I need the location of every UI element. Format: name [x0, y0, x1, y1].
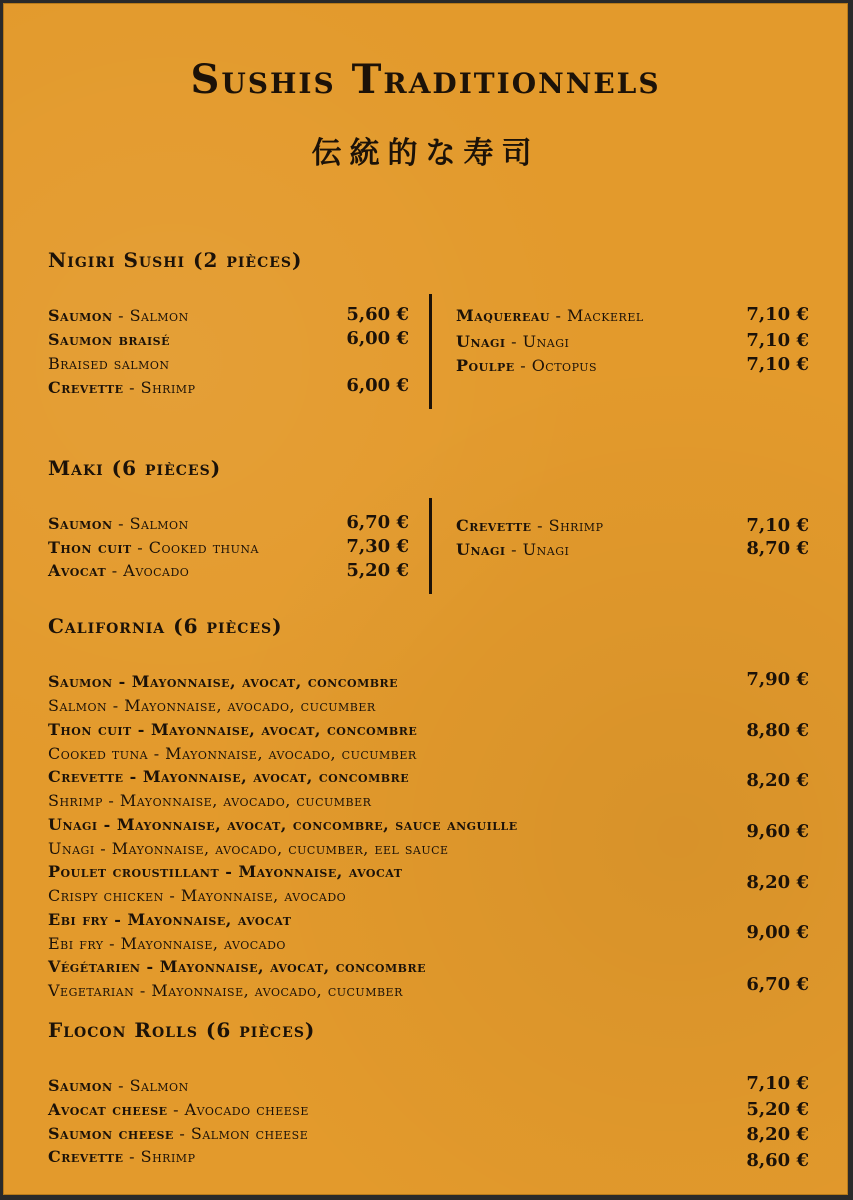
maki-item: Unagi - Unagi	[456, 540, 570, 559]
maki-price: 7,30 €	[346, 536, 409, 557]
nigiri-item: Maquereau - Mackerel	[456, 306, 644, 325]
flocon-item: Crevette - Shrimp	[48, 1147, 196, 1166]
maki-price: 6,70 €	[346, 512, 409, 533]
nigiri-price: 6,00 €	[346, 328, 409, 349]
page-subtitle-japanese: 伝統的な寿司	[311, 136, 540, 171]
california-price: 9,60 €	[746, 821, 809, 842]
california-item: Unagi - Mayonnaise, avocat, concombre, sauce anguille	[48, 815, 518, 834]
flocon-price: 5,20 €	[746, 1099, 809, 1120]
maki-price: 5,20 €	[346, 560, 409, 581]
nigiri-item: Crevette - Shrimp	[48, 378, 196, 397]
california-item-translation: Shrimp - Mayonnaise, avocado, cucumber	[48, 791, 372, 810]
nigiri-price: 7,10 €	[746, 330, 809, 351]
california-price: 8,20 €	[746, 770, 809, 791]
nigiri-item: Unagi - Unagi	[456, 332, 570, 351]
nigiri-item: Poulpe - Octopus	[456, 356, 598, 375]
flocon-item: Saumon - Salmon	[48, 1076, 189, 1095]
flocon-item: Avocat cheese - Avocado cheese	[48, 1100, 309, 1119]
california-item: Poulet croustillant - Mayonnaise, avocat	[48, 862, 403, 881]
california-item-translation: Salmon - Mayonnaise, avocado, cucumber	[48, 696, 376, 715]
flocon-price: 8,20 €	[746, 1124, 809, 1145]
california-price: 8,20 €	[746, 872, 809, 893]
california-item: Saumon - Mayonnaise, avocat, concombre	[48, 672, 399, 691]
column-divider	[429, 294, 432, 409]
flocon-price: 7,10 €	[746, 1073, 809, 1094]
flocon-price: 8,60 €	[746, 1150, 809, 1171]
maki-price: 8,70 €	[746, 538, 809, 559]
nigiri-item: Saumon braisé	[48, 330, 171, 349]
nigiri-item: Saumon - Salmon	[48, 306, 189, 325]
section-heading-california: California (6 pièces)	[48, 614, 283, 638]
section-heading-maki: Maki (6 pièces)	[48, 456, 222, 480]
california-price: 9,00 €	[746, 922, 809, 943]
nigiri-item-translation: Braised salmon	[48, 354, 170, 373]
section-heading-flocon-rolls: Flocon Rolls (6 pièces)	[48, 1018, 316, 1042]
california-item-translation: Crispy chicken - Mayonnaise, avocado	[48, 886, 347, 905]
california-item-translation: Vegetarian - Mayonnaise, avocado, cucumber	[48, 981, 403, 1000]
page-title: Sushis Traditionnels	[190, 56, 661, 103]
california-item-translation: Cooked tuna - Mayonnaise, avocado, cucumber	[48, 744, 417, 763]
california-item: Crevette - Mayonnaise, avocat, concombre	[48, 767, 410, 786]
maki-item: Crevette - Shrimp	[456, 516, 604, 535]
nigiri-price: 7,10 €	[746, 354, 809, 375]
maki-item: Avocat - Avocado	[48, 561, 190, 580]
nigiri-price: 7,10 €	[746, 304, 809, 325]
maki-item: Thon cuit - Cooked thuna	[48, 538, 259, 557]
nigiri-price: 5,60 €	[346, 304, 409, 325]
california-item: Thon cuit - Mayonnaise, avocat, concombre	[48, 720, 418, 739]
maki-item: Saumon - Salmon	[48, 514, 189, 533]
section-heading-nigiri: Nigiri Sushi (2 pièces)	[48, 248, 303, 272]
california-item-translation: Ebi fry - Mayonnaise, avocado	[48, 934, 286, 953]
california-item: Ebi fry - Mayonnaise, avocat	[48, 910, 292, 929]
column-divider	[429, 498, 432, 594]
maki-price: 7,10 €	[746, 515, 809, 536]
california-item-translation: Unagi - Mayonnaise, avocado, cucumber, eel sauce	[48, 839, 449, 858]
menu-page	[3, 3, 848, 1195]
nigiri-price: 6,00 €	[346, 375, 409, 396]
california-price: 7,90 €	[746, 669, 809, 690]
california-price: 6,70 €	[746, 974, 809, 995]
california-price: 8,80 €	[746, 720, 809, 741]
flocon-item: Saumon cheese - Salmon cheese	[48, 1124, 309, 1143]
california-item: Végétarien - Mayonnaise, avocat, concombre	[48, 957, 426, 976]
